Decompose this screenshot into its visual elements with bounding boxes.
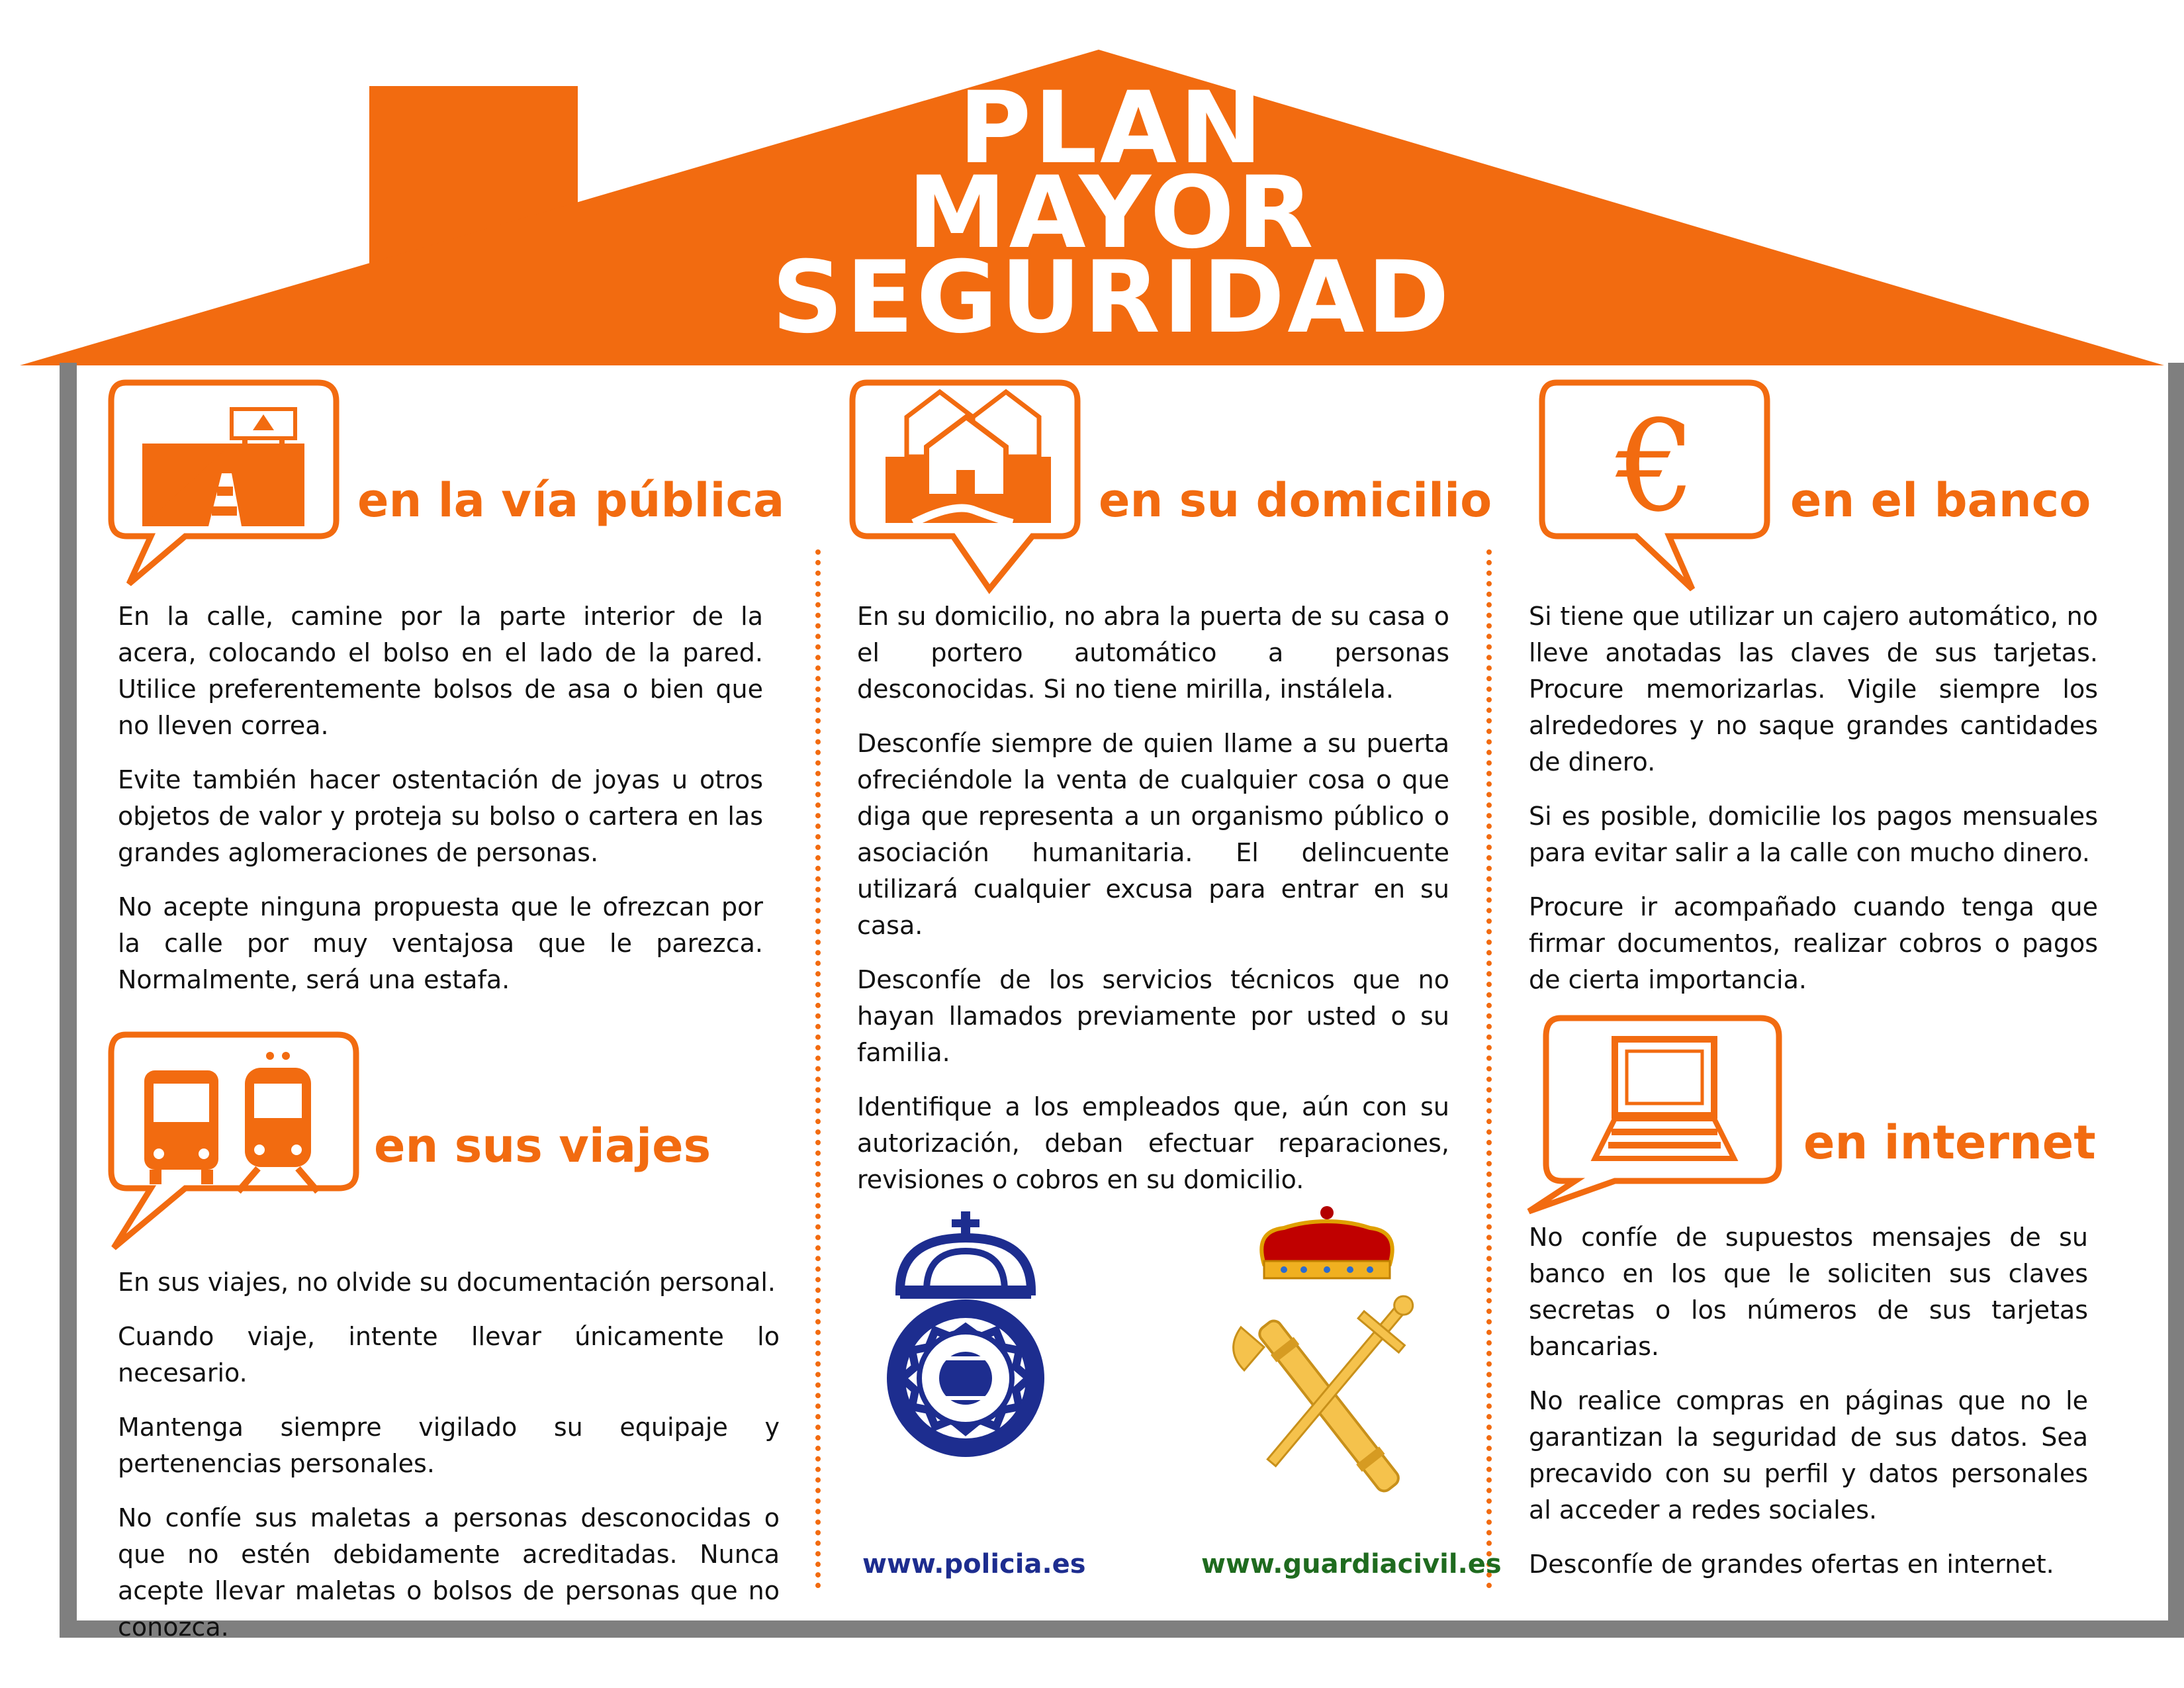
computer-icon	[1522, 1013, 1787, 1225]
euro-symbol: €	[1615, 393, 1696, 539]
paragraph: En su domicilio, no abra la puerta de su casa o el portero automático a personas desconocidas. Si no tiene mirilla, instálela.	[857, 602, 1449, 704]
bus-train-icon	[106, 1029, 364, 1254]
paragraph: No confíe de supuestos mensajes de su banco en los que le soliciten sus claves secretas o los números de sus tarjetas bancarias.	[1529, 1223, 2088, 1361]
heading-viajes: en sus viajes	[374, 1119, 711, 1173]
paragraph: Mantenga siempre vigilado su equipaje y pertenencias personales.	[118, 1413, 780, 1478]
paragraph: Si tiene que utilizar un cajero automático, no lleve anotadas las claves de sus tarjetas. Procure memorizarlas. Vigile siempre los alrededores y no saque grandes cantidades de dinero.	[1529, 602, 2098, 776]
houses-icon	[847, 377, 1085, 596]
road-sign-icon	[106, 377, 344, 589]
column-separator-right	[1486, 549, 1492, 1589]
paragraph: No acepte ninguna propuesta que le ofrezcan por la calle por muy ventajosa que le parezca. Normalmente, será una estafa.	[118, 892, 763, 994]
paragraph: Si es posible, domicilie los pagos mensuales para evitar salir a la calle con mucho dinero.	[1529, 802, 2098, 867]
text-domicilio	[857, 598, 1449, 1216]
heading-internet: en internet	[1803, 1115, 2096, 1170]
title-line-3: SEGURIDAD	[772, 240, 1452, 355]
paragraph: En la calle, camine por la parte interior de la acera, colocando el bolso en el lado de la pared. Utilice preferentemente bolsos de asa o bien que no lleven correa.	[118, 602, 763, 740]
guardiacivil-url-link[interactable]: www.guardiacivil.es	[1201, 1549, 1502, 1579]
paragraph: Desconfíe de grandes ofertas en internet.	[1529, 1550, 2054, 1579]
paragraph: Desconfíe siempre de quien llame a su puerta ofreciéndole la venta de cualquier cosa o que diga que representa a un organismo público o asociación humanitaria. El delincuente utilizará cualquier excusa para entrar en su casa.	[857, 729, 1449, 940]
heading-banco: en el banco	[1790, 473, 2091, 528]
column-separator-left	[815, 549, 821, 1589]
paragraph: No confíe sus maletas a personas desconocidas o que no estén debidamente acreditadas. Nunca acepte llevar maletas o bolsos de personas que no conozca.	[118, 1503, 780, 1642]
policia-url-link[interactable]: www.policia.es	[862, 1549, 1086, 1579]
policia-emblem	[854, 1211, 1079, 1470]
paragraph: En sus viajes, no olvide su documentación personal.	[118, 1268, 776, 1297]
heading-domicilio: en su domicilio	[1099, 473, 1492, 528]
text-via-publica	[118, 598, 763, 1016]
paragraph: Identifique a los empleados que, aún con su autorización, deban efectuar reparaciones, revisiones o cobros en su domicilio.	[857, 1092, 1449, 1194]
page-title	[596, 71, 1628, 355]
euro-icon	[1537, 377, 1775, 596]
text-viajes	[118, 1264, 780, 1664]
title-line-1: PLAN	[958, 71, 1265, 186]
heading-via-publica: en la vía pública	[357, 473, 785, 528]
paragraph: Evite también hacer ostentación de joyas u otros objetos de valor y proteja su bolso o cartera en las grandes aglomeraciones de personas.	[118, 765, 763, 867]
title-line-2: MAYOR	[907, 156, 1316, 271]
paragraph: No realice compras en páginas que no le garantizan la seguridad de sus datos. Sea precavido con su perfil y datos personales al acceder a redes sociales.	[1529, 1386, 2088, 1524]
paragraph: Procure ir acompañado cuando tenga que firmar documentos, realizar cobros o pagos de cierta importancia.	[1529, 892, 2098, 994]
text-banco	[1529, 598, 2098, 1016]
text-internet	[1529, 1219, 2088, 1601]
paragraph: Cuando viaje, intente llevar únicamente lo necesario.	[118, 1322, 780, 1387]
paragraph: Desconfíe de los servicios técnicos que no hayan llamados previamente por usted o su familia.	[857, 965, 1449, 1067]
guardia-civil-emblem	[1218, 1205, 1443, 1523]
